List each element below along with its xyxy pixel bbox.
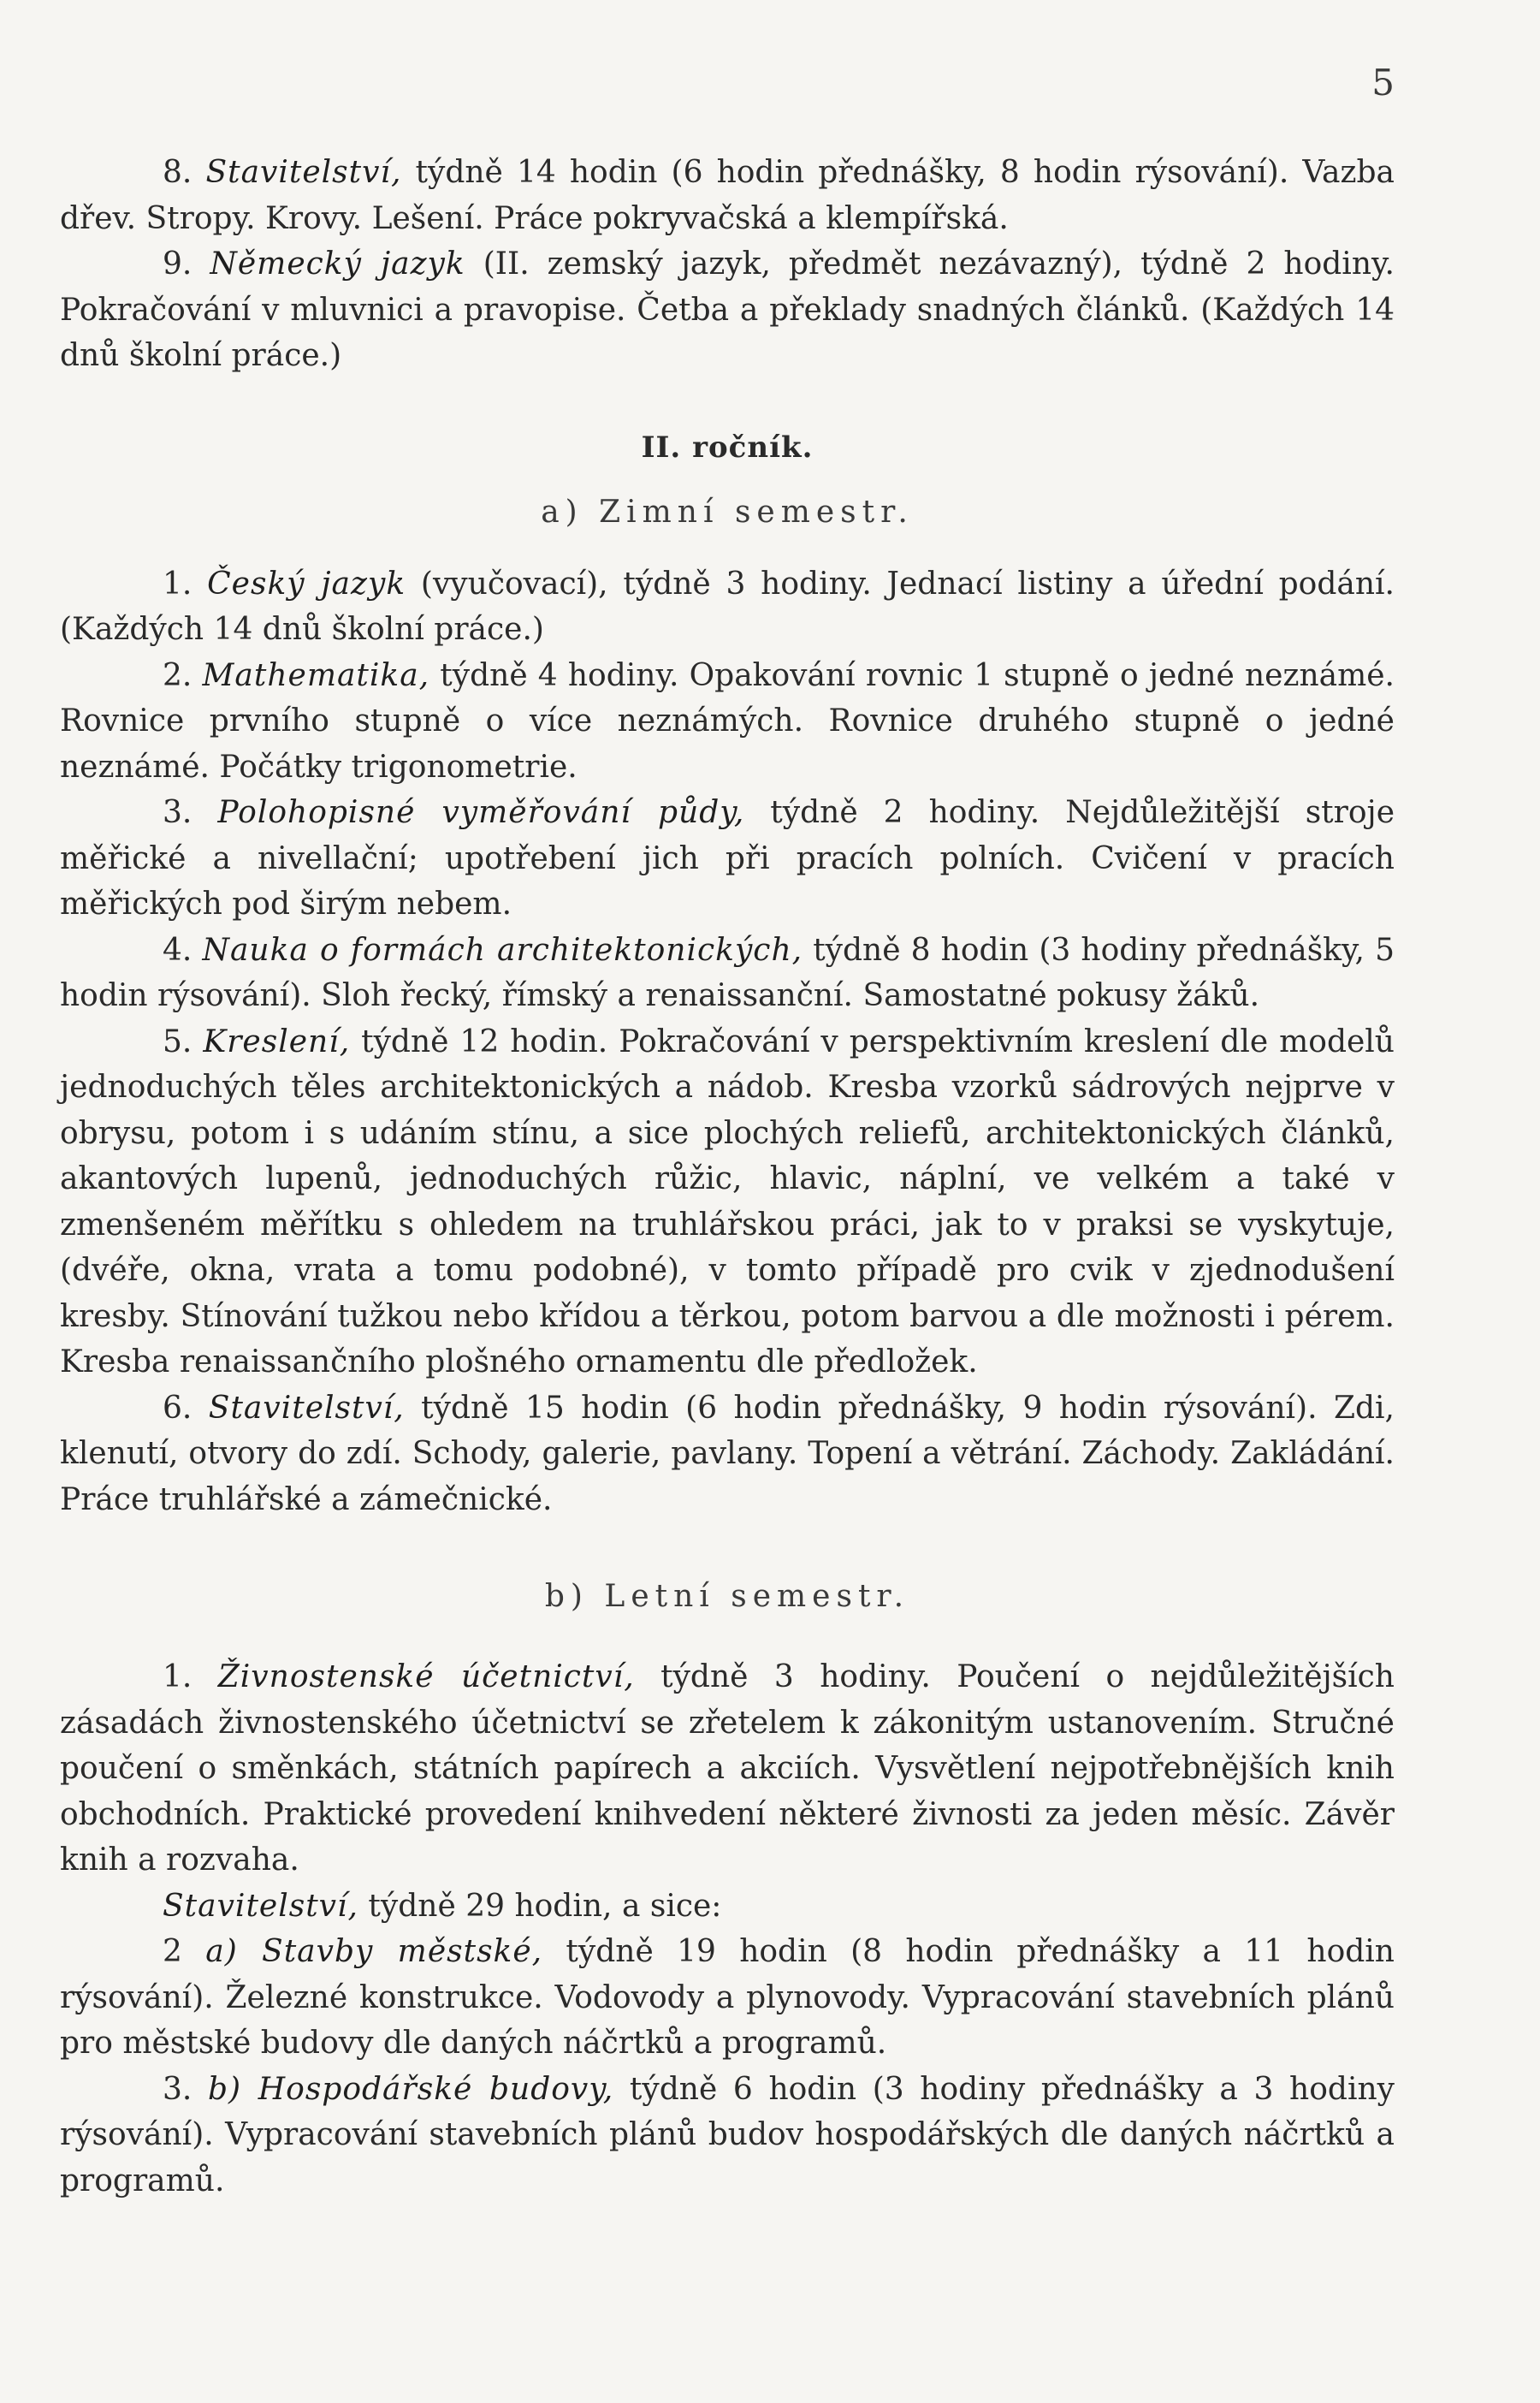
item-text: týdně 2 hodiny. Nejdůležitější stroje měřické a nivellační; upotřebení jich při pracích polních. Cvičení v pracích měřických pod širým nebem.	[60, 795, 1395, 922]
item-number: 3.	[163, 2071, 192, 2107]
semester-heading-winter: a) Zimní semestr.	[541, 494, 914, 530]
item-number: 1.	[163, 1659, 192, 1694]
winter-item-1	[60, 561, 1395, 653]
item-title: Živnostenské účetnictví,	[217, 1659, 635, 1694]
item-text: (II. zemský jazyk, předmět nezávazný), týdně 2 hodiny. Pokračování v mluvnici a pravopise. Četba a překlady snadných článků. (Každých 14 dnů školní práce.)	[60, 246, 1395, 373]
item-title: a) Stavby městské,	[205, 1934, 543, 1969]
item-title: Stavitelství,	[208, 1390, 405, 1426]
summer-item-2	[60, 1929, 1395, 2067]
semester-heading-summer: b) Letní semestr.	[544, 1579, 910, 1614]
item-text: (vyučovací), týdně 3 hodiny. Jednací listiny a úřední podání. (Každých 14 dnů školní práce.)	[60, 566, 1395, 647]
item-text: týdně 12 hodin. Pokračování v perspektivním kreslení dle modelů jednoduchých těles architektonických a nádob. Kresba vzorků sádrových nejprve v obrysu, potom i s udáním stínu, a sice plochých reliefů, architektonických článků, akantových lupenů, jednoduchých růžic, hlavic, náplní, ve velkém a také v zmenšeném měřítku s ohledem na truhlářskou práci, jak to v praksi se vyskytuje, (dvéře, okna, vrata a tomu podobné), v tomto případě pro cvik v zjednodušení kresby. Stínování tužkou nebo křídou a těrkou, potom barvou a dle možnosti i pérem. Kresba renaissančního plošného ornamentu dle předložek.	[60, 1024, 1395, 1380]
item-title: Mathematika,	[202, 657, 430, 693]
item-number: 2	[163, 1934, 182, 1969]
item-title: b) Hospodářské budovy,	[208, 2071, 614, 2107]
summer-item-building	[60, 1884, 1395, 1930]
item-title: Německý jazyk	[210, 246, 465, 282]
item-number: 3.	[163, 795, 192, 830]
item-number: 8.	[163, 155, 192, 190]
winter-item-3	[60, 790, 1395, 928]
winter-item-4	[60, 928, 1395, 1019]
paragraph-item-8	[60, 150, 1395, 241]
item-title: Stavitelství,	[205, 155, 402, 190]
item-title: Polohopisné vyměřování půdy,	[217, 795, 745, 830]
item-text: týdně 14 hodin (6 hodin přednášky, 8 hodin rýsování). Vazba dřev. Stropy. Krovy. Lešení. Práce pokryvačská a klempířská.	[60, 155, 1395, 236]
item-title: Nauka o formách architektonických,	[202, 932, 803, 968]
item-title: Český jazyk	[207, 566, 406, 602]
item-title: Stavitelství,	[163, 1888, 358, 1924]
summer-item-3	[60, 2067, 1395, 2204]
item-text: týdně 4 hodiny. Opakování rovnic 1 stupně o jedné neznámé. Rovnice prvního stupně o více neznámých. Rovnice druhého stupně o jedné neznámé. Počátky trigonometrie.	[60, 657, 1395, 785]
item-text: týdně 3 hodiny. Poučení o nejdůležitějších zásadách živnostenského účetnictví se zřetelem k zákonitým ustanovením. Stručné poučení o směnkách, státních papírech a akciích. Vysvětlení nejpotřebnějších knih obchodních. Praktické provedení knihvedení některé živnosti za jeden měsíc. Závěr knih a rozvaha.	[60, 1659, 1395, 1878]
item-title: Kreslení,	[203, 1024, 351, 1059]
item-text: týdně 19 hodin (8 hodin přednášky a 11 hodin rýsování). Železné konstrukce. Vodovody a plynovody. Vypracování stavebních plánů pro městské budovy dle daných náčrtků a programů.	[60, 1934, 1395, 2061]
page-content	[60, 150, 1395, 2204]
item-text: týdně 6 hodin (3 hodiny přednášky a 3 hodiny rýsování). Vypracování stavebních plánů budov hospodářských dle daných náčrtků a programů.	[60, 2071, 1395, 2198]
winter-item-5	[60, 1019, 1395, 1385]
item-number: 2.	[163, 657, 192, 693]
winter-item-6	[60, 1385, 1395, 1523]
item-text: týdně 29 hodin, a sice:	[358, 1888, 722, 1924]
item-number: 4.	[163, 932, 192, 968]
item-number: 6.	[163, 1390, 192, 1426]
item-number: 9.	[163, 246, 192, 282]
section-heading: II. ročník.	[641, 430, 814, 465]
item-text: týdně 8 hodin (3 hodiny přednášky, 5 hodin rýsování). Sloh řecký, římský a renaissanční. Samostatné pokusy žáků.	[60, 932, 1395, 1013]
item-number: 1.	[163, 566, 192, 602]
summer-item-1	[60, 1654, 1395, 1884]
paragraph-item-9	[60, 241, 1395, 379]
page-number: 5	[1371, 62, 1395, 104]
item-number: 5.	[163, 1024, 192, 1059]
winter-item-2	[60, 653, 1395, 791]
item-text: týdně 15 hodin (6 hodin přednášky, 9 hodin rýsování). Zdi, klenutí, otvory do zdí. Schody, galerie, pavlany. Topení a větrání. Záchody. Zakládání. Práce truhlářské a zámečnické.	[60, 1390, 1395, 1517]
